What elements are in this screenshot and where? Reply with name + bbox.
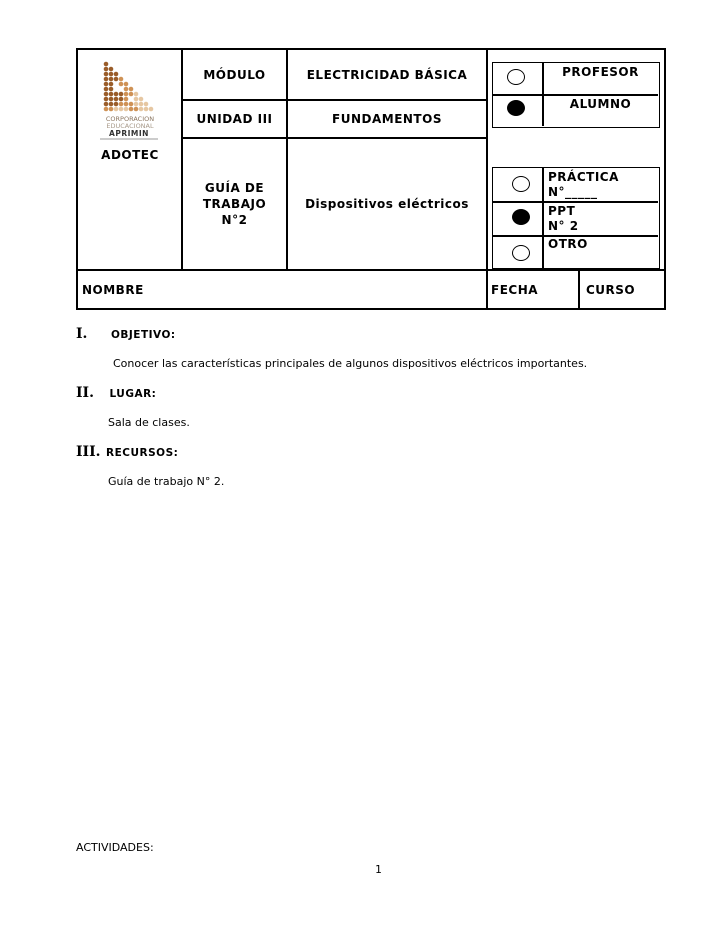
actividades-label: ACTIVIDADES: — [76, 841, 154, 854]
practica-number: N°_____ — [548, 185, 598, 199]
type-options — [492, 167, 660, 269]
guia-value: Dispositivos eléctricos — [305, 197, 469, 211]
section-body: Guía de trabajo N° 2. — [108, 475, 225, 488]
unidad-label: UNIDAD III — [196, 112, 273, 126]
section-title: LUGAR: — [109, 388, 157, 400]
section-numeral: III. — [76, 444, 101, 460]
guia-label-line-2: TRABAJO — [202, 197, 267, 211]
section-body: Sala de clases. — [108, 416, 190, 429]
logo-line-3: APRIMIN — [100, 129, 158, 140]
section-title: RECURSOS: — [106, 447, 179, 459]
logo-line-2: EDUCACIONAL — [106, 122, 154, 130]
logo-line-1: CORPORACION — [105, 115, 155, 123]
guia-label-line-1: GUÍA DE — [204, 181, 265, 195]
ppt-number: N° 2 — [548, 219, 579, 233]
radio-alumno[interactable] — [507, 100, 525, 116]
fecha-label: FECHA — [491, 282, 539, 297]
role-options — [492, 62, 660, 128]
modulo-label: MÓDULO — [203, 67, 266, 82]
section-objetivo — [76, 326, 176, 342]
radio-ppt[interactable] — [512, 209, 530, 225]
nombre-label: NOMBRE — [82, 282, 144, 297]
ppt-label — [548, 204, 579, 234]
guia-label — [183, 139, 286, 269]
radio-practica[interactable] — [512, 176, 530, 192]
divider — [578, 270, 580, 308]
section-numeral: II. — [76, 385, 94, 401]
practica-label — [548, 170, 619, 200]
divider — [542, 168, 544, 268]
modulo-value: ELECTRICIDAD BÁSICA — [306, 67, 468, 82]
radio-otro[interactable] — [512, 245, 530, 261]
divider — [493, 94, 658, 96]
section-recursos — [76, 444, 178, 460]
ppt-label-line-1: PPT — [548, 204, 576, 218]
unidad-value: FUNDAMENTOS — [332, 112, 442, 126]
aprimin-logo-icon — [78, 56, 182, 156]
section-body: Conocer las características principales de algunos dispositivos eléctricos importantes. — [113, 357, 588, 370]
role-label-profesor: PROFESOR — [562, 65, 639, 79]
otro-label: OTRO — [548, 237, 588, 251]
section-lugar — [76, 385, 156, 401]
logo-name: ADOTEC — [101, 148, 159, 162]
header-table — [76, 48, 666, 310]
section-title: OBJETIVO: — [110, 329, 176, 341]
logo — [78, 50, 182, 270]
radio-profesor[interactable] — [507, 69, 525, 85]
section-numeral: I. — [76, 326, 88, 342]
role-label-alumno: ALUMNO — [569, 97, 632, 111]
guia-label-line-3: N°2 — [221, 213, 248, 227]
page-number: 1 — [375, 863, 382, 876]
divider — [493, 201, 658, 203]
practica-label-line-1: PRÁCTICA — [548, 170, 619, 184]
curso-label: CURSO — [586, 282, 636, 297]
